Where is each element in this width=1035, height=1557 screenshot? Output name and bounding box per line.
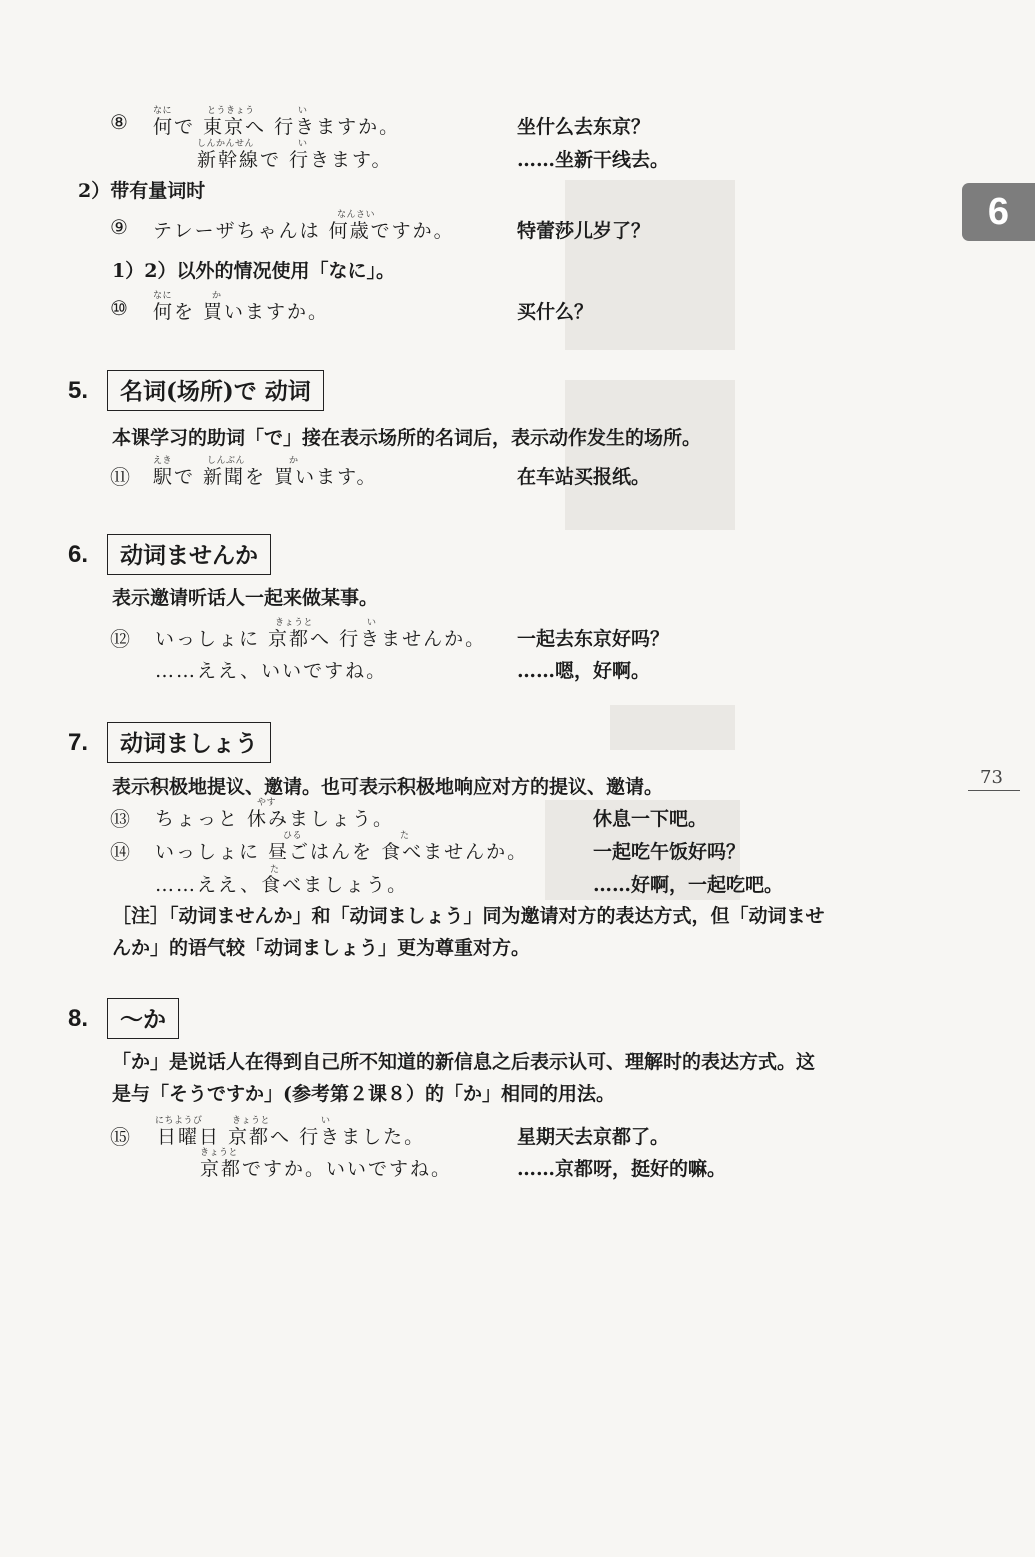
section-number: 7. [68,729,89,756]
section-description: 本课学习的助词「で」接在表示场所的名词后，表示动作发生的场所。 [112,427,702,449]
bleed-through-block-3 [610,705,735,750]
example-chinese: 休息一下吧。 [593,808,708,830]
example-number: ⑨ [110,215,128,239]
ruby: い [298,106,308,116]
ruby: なに [153,291,173,301]
bleed-through-block-1 [565,180,735,350]
ruby: とうきょう [207,106,255,116]
example-chinese: ……嗯，好啊。 [517,660,651,682]
example-number: ⑩ [110,296,128,320]
section-number: 8. [68,1005,89,1032]
ruby: きょうと [232,1116,271,1126]
example-number: ⑭ [110,840,130,864]
section-description-line-1: 「か」是说话人在得到自己所不知道的新信息之后表示认可、理解时的表达方式。这 [112,1051,816,1073]
ruby: た [270,865,280,875]
example-japanese: ちょっと 休みましょう。 [155,808,395,830]
example-chinese: ……坐新干线去。 [517,149,670,171]
ruby: なに [153,106,173,116]
section-description-line-2: 是与「そうですか」(参考第２课８）的「か」相同的用法。 [112,1083,615,1105]
example-japanese: いっしょに 昼ごはんを 食べませんか。 [155,841,529,863]
example-chinese: 一起吃午饭好吗？ [593,841,746,863]
example-japanese: いっしょに 京都へ 行きませんか。 [155,628,487,650]
section-description: 表示积极地提议、邀请。也可表示积极地响应对方的提议、邀请。 [112,776,664,798]
example-japanese: ……ええ、食べましょう。 [155,874,409,896]
example-number: ⑫ [110,627,130,651]
note-line-1: ［注］「动词ませんか」和「动词ましょう」同为邀请对方的表达方式，但「动词ませ [112,905,825,927]
example-number: ⑮ [110,1125,130,1149]
section-title: 动词ませんか [107,534,271,575]
ruby: た [400,831,410,841]
example-japanese: 駅で 新聞を 買います。 [153,466,378,488]
section-title: ～か [107,998,179,1039]
example-chinese: 坐什么去东京？ [517,116,651,138]
example-chinese: 星期天去京都了。 [517,1126,670,1148]
ruby: い [367,618,377,628]
ruby: やす [257,798,277,808]
page-number: 73 [980,767,1003,788]
section-description: 表示邀请听话人一起来做某事。 [112,587,379,609]
example-chinese: ……好啊，一起吃吧。 [593,874,784,896]
section-number: 6. [68,541,89,568]
example-japanese: 何を 買いますか。 [153,301,330,323]
example-japanese: 京都ですか。いいですね。 [200,1158,453,1180]
example-chinese: 买什么？ [517,301,594,323]
example-japanese: 新幹線で 行きます。 [197,149,393,171]
example-japanese: 日曜日 京都へ 行きました。 [157,1126,426,1148]
example-chinese: 在车站买报纸。 [517,466,651,488]
sub-heading: 2）带有量词时 [78,180,206,202]
example-chinese: ……京都呀，挺好的嘛。 [517,1158,727,1180]
ruby: しんぶん [207,456,246,466]
ruby: えき [153,456,173,466]
section-title: 动词ましょう [107,722,271,763]
example-chinese: 特蕾莎儿岁了？ [517,220,651,242]
page-number-rule [968,790,1020,791]
ruby: きょうと [200,1148,239,1158]
ruby: にちようび [155,1116,203,1126]
example-japanese: テレーザちゃんは 何歳ですか。 [153,220,455,242]
example-number: ⑬ [110,807,130,831]
ruby: なんさい [337,210,376,220]
section-number: 5. [68,377,89,404]
ruby: い [321,1116,331,1126]
bleed-through-block-2 [565,380,735,530]
ruby: か [212,291,222,301]
ruby: しんかんせん [197,139,255,149]
note-line-2: んか」的语气较「动词ましょう」更为尊重对方。 [112,937,531,959]
ruby: きょうと [275,618,314,628]
ruby: か [289,456,299,466]
example-chinese: 一起去东京好吗？ [517,628,670,650]
ruby: ひる [283,831,303,841]
example-number: ⑧ [110,110,128,134]
usage-note: 1）2）以外的情况使用「なに」。 [112,260,395,282]
example-number: ⑪ [110,465,130,489]
example-japanese: 何で 東京へ 行きますか。 [153,116,401,138]
example-japanese: ……ええ、いいですね。 [155,660,388,682]
section-title: 名词(场所)で 动词 [107,370,324,411]
ruby: い [298,139,308,149]
chapter-tab: 6 [962,183,1035,241]
